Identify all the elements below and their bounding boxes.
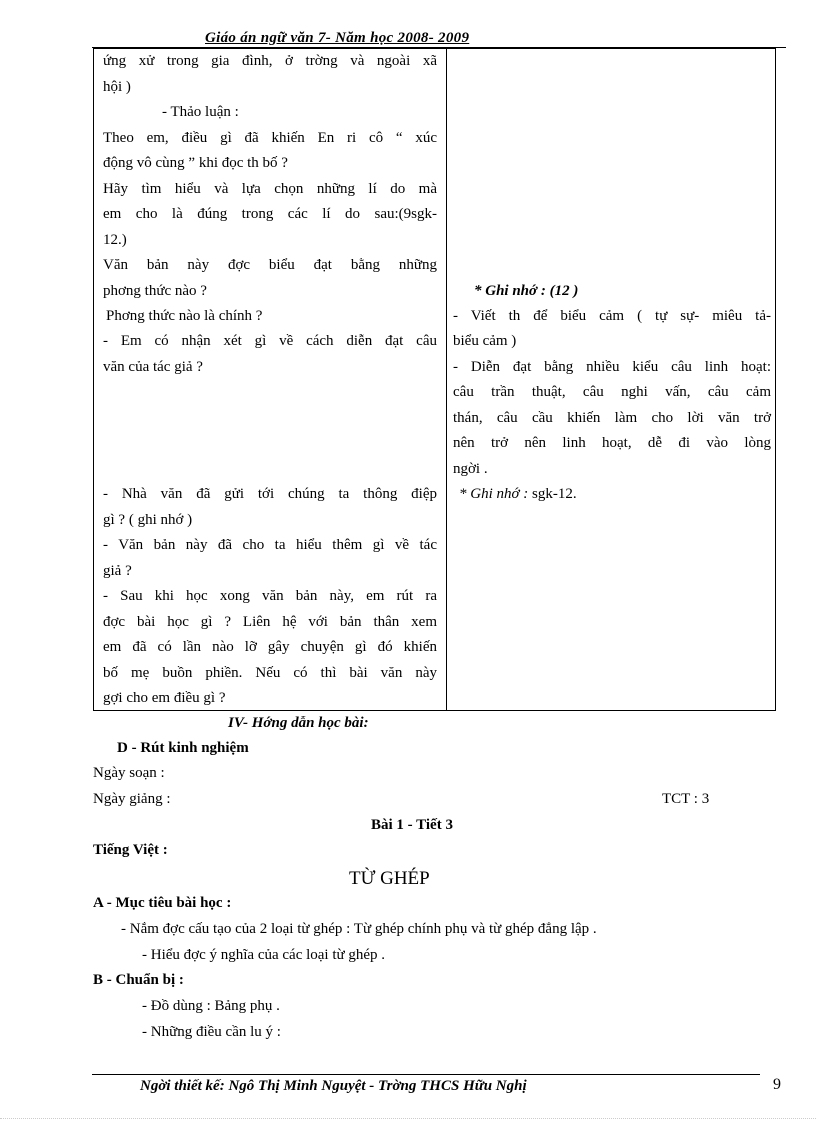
left-line-9: Văn bản này đợc biểu đạt bằng những xyxy=(103,257,437,273)
left-line-13: văn của tác giả ? xyxy=(103,359,203,375)
left-line-3: - Thảo luận : xyxy=(162,104,239,120)
right-ghi-nho-line xyxy=(459,482,577,508)
left-line-2: hội ) xyxy=(103,79,131,95)
section-b-item-2: - Những điều cần lu ý : xyxy=(142,1024,281,1040)
section-iv-heading: IV- Hớng dẫn học bài: xyxy=(228,715,369,731)
section-b-item-1: - Đồ dùng : Bảng phụ . xyxy=(142,998,280,1014)
ngay-giang: Ngày giảng : xyxy=(93,791,171,807)
right-line-4: câu trần thuật, câu nghi vấn, câu cảm xyxy=(453,384,771,400)
page-number: 9 xyxy=(773,1076,781,1093)
left-line-17: giả ? xyxy=(103,563,132,579)
section-a-heading: A - Mục tiêu bài học : xyxy=(93,895,232,911)
left-line-21: bố mẹ buồn phiền. Nếu có thì bài văn này xyxy=(103,665,437,681)
section-a-item-1: - Nắm đợc cấu tạo của 2 loại từ ghép : Từ ghép chính phụ và từ ghép đẳng lập . xyxy=(121,921,597,937)
table-column-divider xyxy=(446,48,447,711)
ghi-nho-ref: sgk-12. xyxy=(532,486,577,502)
footer-author: Ngời thiết kế: Ngô Thị Minh Nguyệt - Trờng THCS Hữu Nghị xyxy=(140,1078,527,1094)
left-line-5: động vô cùng ” khi đọc th bố ? xyxy=(103,155,288,171)
left-line-10: phơng thức nào ? xyxy=(103,283,207,299)
left-line-19: đợc bài học gì ? Liên hệ với bản thân xem xyxy=(103,614,437,630)
left-line-11: Phơng thức nào là chính ? xyxy=(106,308,263,324)
left-line-16: - Văn bản này đã cho ta hiểu thêm gì về tác xyxy=(103,537,437,553)
left-line-22: gợi cho em điều gì ? xyxy=(103,690,226,706)
left-line-1: ứng xử trong gia đình, ở trờng và ngoài xã xyxy=(103,53,437,69)
tct-label: TCT : 3 xyxy=(662,791,710,807)
page-bottom-dotted-line xyxy=(0,1118,816,1119)
right-line-6: nên trở nên linh hoạt, dễ đi vào lòng xyxy=(453,435,771,451)
right-line-7: ngời . xyxy=(453,461,488,477)
section-d-heading: D - Rút kinh nghiệm xyxy=(117,740,249,756)
left-line-18: - Sau khi học xong văn bản này, em rút ra xyxy=(103,588,437,604)
left-line-15: gì ? ( ghi nhớ ) xyxy=(103,512,193,528)
page-header: Giáo án ngữ văn 7- Năm học 2008- 2009 xyxy=(205,30,470,46)
ghi-nho-label: * Ghi nhớ : xyxy=(459,486,529,502)
lesson-title: TỪ GHÉP xyxy=(349,868,430,889)
left-line-12: - Em có nhận xét gì về cách diễn đạt câu xyxy=(103,333,437,349)
left-line-7: em cho là đúng trong các lí do sau:(9sgk- xyxy=(103,206,437,222)
right-line-5: thán, câu cầu khiến làm cho lời văn trở xyxy=(453,410,771,426)
bai-tiet: Bài 1 - Tiết 3 xyxy=(371,817,453,833)
left-line-20: em đã có lần nào lỡ gây chuyện gì đó khiến xyxy=(103,639,437,655)
tieng-viet-label: Tiếng Việt : xyxy=(93,842,168,858)
right-line-1: - Viết th để biểu cảm ( tự sự- miêu tả- xyxy=(453,308,771,324)
right-line-2: biểu cảm ) xyxy=(453,333,517,349)
left-line-14: - Nhà văn đã gửi tới chúng ta thông điệp xyxy=(103,486,437,502)
left-line-6: Hãy tìm hiểu và lựa chọn những lí do mà xyxy=(103,181,437,197)
section-b-heading: B - Chuẩn bị : xyxy=(93,972,184,988)
right-line-3: - Diễn đạt bằng nhiều kiểu câu linh hoạt: xyxy=(453,359,771,375)
ghi-nho-heading: * Ghi nhớ : (12 ) xyxy=(474,283,579,299)
footer-rule xyxy=(92,1074,760,1075)
ngay-soan: Ngày soạn : xyxy=(93,765,165,781)
section-a-item-2: - Hiểu đợc ý nghĩa của các loại từ ghép . xyxy=(142,947,386,963)
left-line-8: 12.) xyxy=(103,232,127,248)
left-line-4: Theo em, điều gì đã khiến En ri cô “ xúc xyxy=(103,130,437,146)
